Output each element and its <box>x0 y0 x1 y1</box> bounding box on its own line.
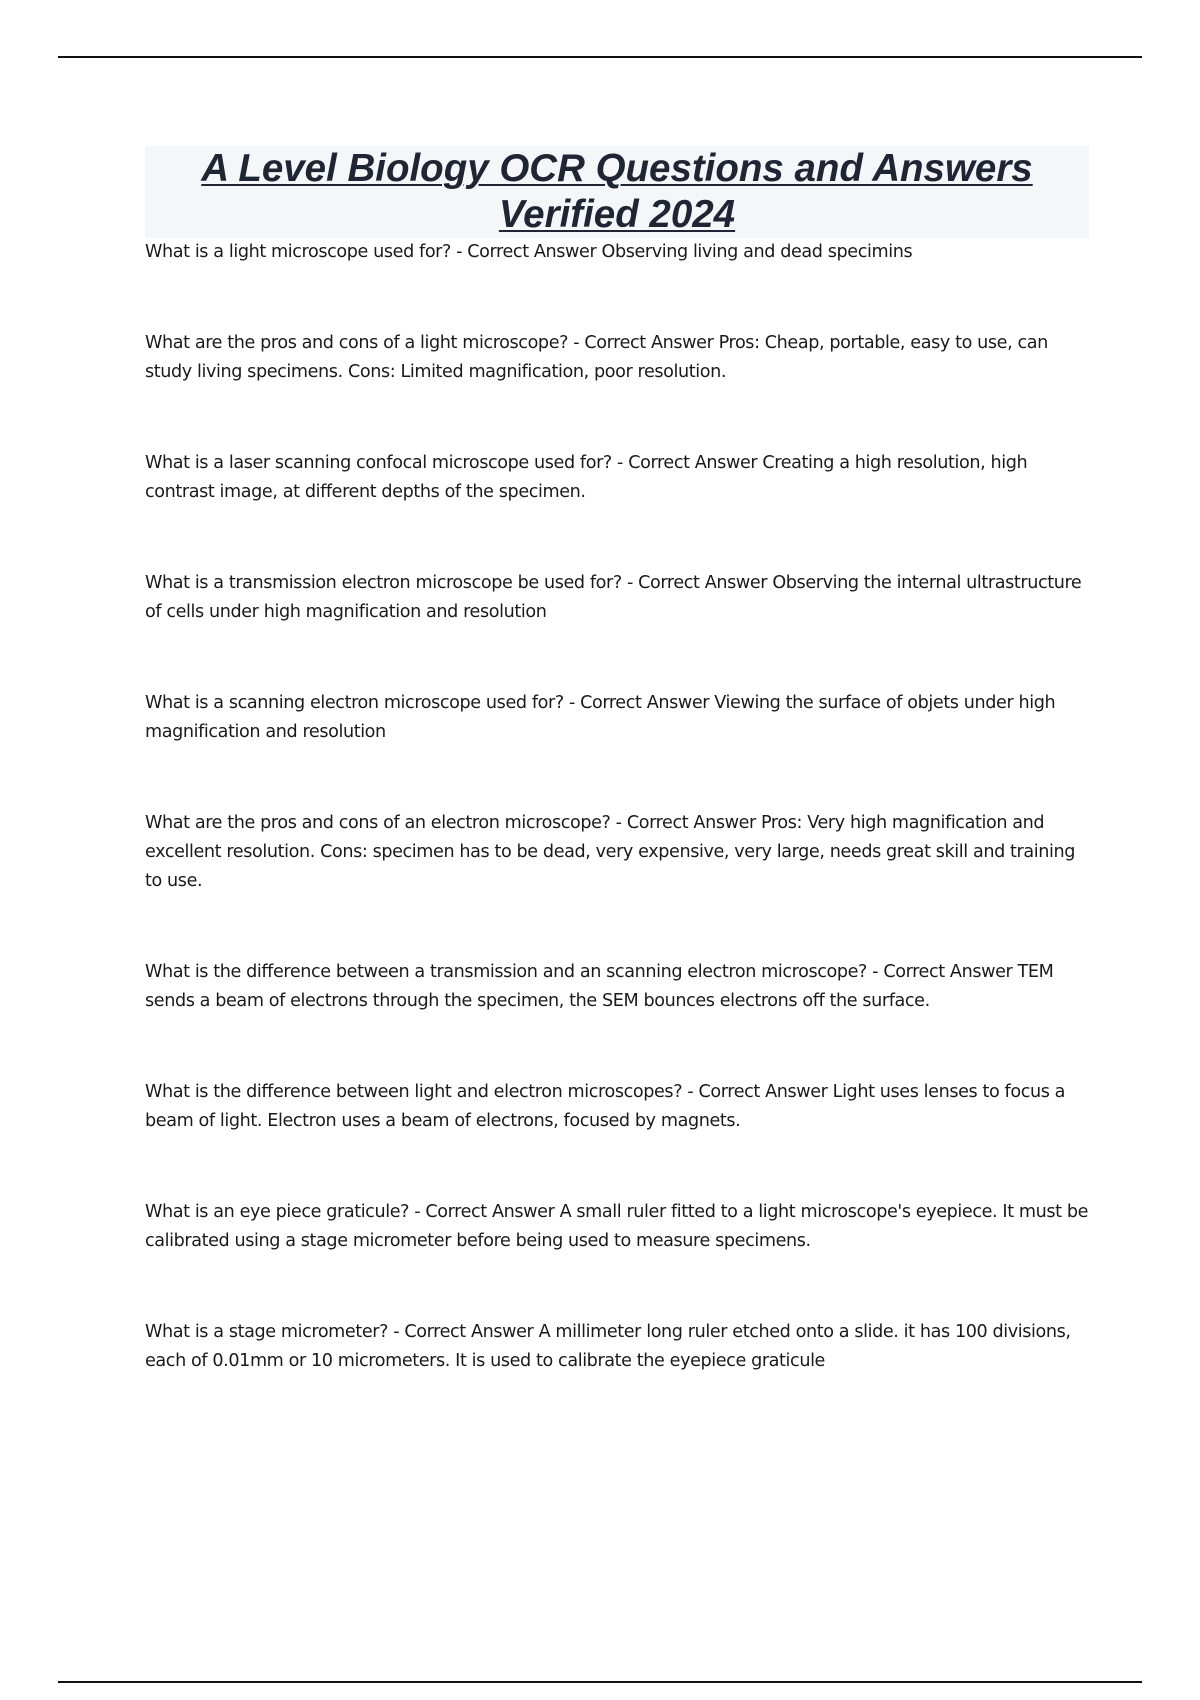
qa-item: What is the difference between a transmission and an scanning electron microscope? - Correct Answer TEM sends a beam of electrons through the specimen, the SEM bounces electrons off the surface. <box>145 962 1054 1011</box>
qa-item: What is a light microscope used for? - Correct Answer Observing living and dead specimins <box>145 242 913 262</box>
bottom-rule <box>58 1681 1142 1683</box>
qa-item: What is a laser scanning confocal microscope used for? - Correct Answer Creating a high resolution, high contrast image, at different depths of the specimen. <box>145 453 1028 502</box>
qa-item: What is a transmission electron microscope be used for? - Correct Answer Observing the internal ultrastructure of cells under high magnification and resolution <box>145 573 1082 622</box>
title-line-2: Verified 2024 <box>498 193 736 236</box>
qa-list <box>145 238 1089 1376</box>
qa-item: What is the difference between light and electron microscopes? - Correct Answer Light uses lenses to focus a beam of light. Electron uses a beam of electrons, focused by magnets. <box>145 1082 1066 1131</box>
qa-item: What are the pros and cons of a light microscope? - Correct Answer Pros: Cheap, portable, easy to use, can study living specimens. Cons: Limited magnification, poor resolution. <box>145 333 1048 382</box>
qa-item: What is a scanning electron microscope used for? - Correct Answer Viewing the surface of objets under high magnification and resolution <box>145 693 1056 742</box>
title-line-1: A Level Biology OCR Questions and Answers <box>201 147 1033 190</box>
qa-item: What are the pros and cons of an electron microscope? - Correct Answer Pros: Very high magnification and excellent resolution. Cons: specimen has to be dead, very expensive, very large, needs great skill and training to use. <box>145 813 1076 891</box>
top-rule <box>58 56 1142 58</box>
title-banner <box>145 146 1089 238</box>
document-title <box>145 146 1089 238</box>
qa-item: What is an eye piece graticule? - Correct Answer A small ruler fitted to a light microscope's eyepiece. It must be calibrated using a stage micrometer before being used to measure specimens. <box>145 1202 1089 1251</box>
qa-item: What is a stage micrometer? - Correct Answer A millimeter long ruler etched onto a slide. it has 100 divisions, each of 0.01mm or 10 micrometers. It is used to calibrate the eyepiece graticule <box>145 1322 1071 1371</box>
